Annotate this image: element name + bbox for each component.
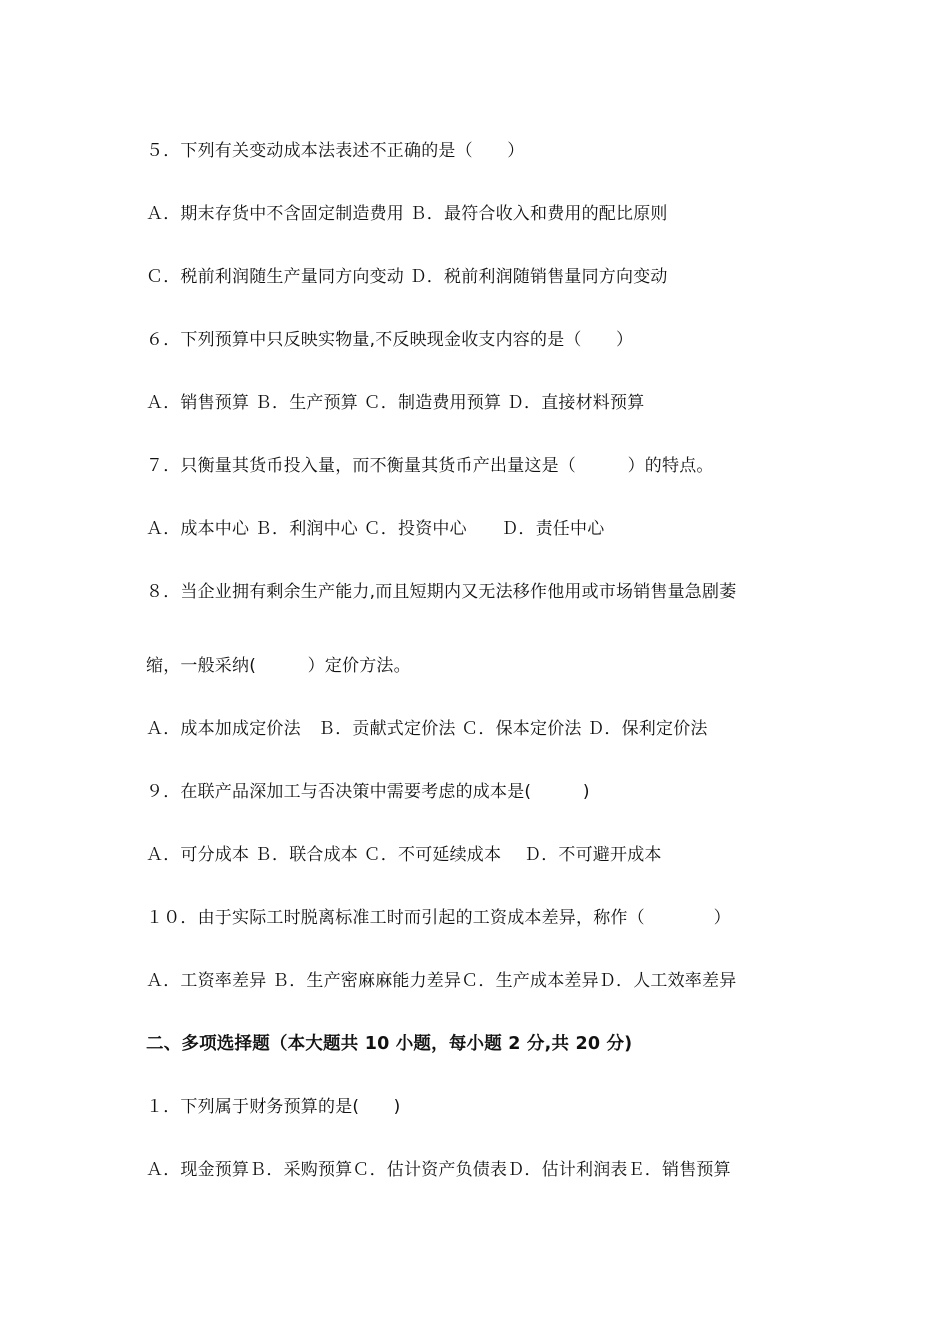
question-8-continued: 缩，一般采纳( ）定价方法。 (146, 656, 411, 676)
question-10-options: Ａ．工资率差异 Ｂ．生产密麻麻能力差异Ｃ．生产成本差异Ｄ．人工效率差异 (146, 971, 737, 991)
question-5-options-cd: Ｃ．税前利润随生产量同方向变动 Ｄ．税前利润随销售量同方向变动 (146, 267, 668, 287)
question-7: ７．只衡量其货币投入量，而不衡量其货币产出量这是（ ）的特点。 (146, 456, 714, 476)
question-9-options: Ａ．可分成本 Ｂ．联合成本 Ｃ．不可延续成本 Ｄ．不可避开成本 (146, 845, 662, 865)
multi-question-1-options: Ａ．现金预算Ｂ．采购预算Ｃ．估计资产负债表Ｄ．估计利润表Ｅ．销售预算 (146, 1160, 731, 1180)
question-5: ５．下列有关变动成本法表述不正确的是（ ） (146, 141, 525, 161)
question-8-options: Ａ．成本加成定价法 Ｂ．贡献式定价法 Ｃ．保本定价法 Ｄ．保利定价法 (146, 719, 708, 739)
multi-question-1: １．下列属于财务预算的是( ) (146, 1097, 401, 1117)
question-7-options: Ａ．成本中心 Ｂ．利润中心 Ｃ．投资中心 Ｄ．责任中心 (146, 519, 605, 539)
question-6-options: Ａ．销售预算 Ｂ．生产预算 Ｃ．制造费用预算 Ｄ．直接材料预算 (146, 393, 645, 413)
question-5-options-ab: Ａ．期末存货中不含固定制造费用 Ｂ．最符合收入和费用的配比原则 (146, 204, 668, 224)
section-heading-multiple-choice: 二、多项选择题（本大题共 10 小题，每小题 2 分,共 20 分) (146, 1034, 633, 1054)
question-6: ６．下列预算中只反映实物量,不反映现金收支内容的是（ ） (146, 330, 634, 350)
question-8: ８．当企业拥有剩余生产能力,而且短期内又无法移作他用或市场销售量急剧萎 (146, 582, 737, 602)
question-10: １０．由于实际工时脱离标准工时而引起的工资成本差异，称作（ ） (146, 908, 731, 928)
question-9: ９．在联产品深加工与否决策中需要考虑的成本是( ) (146, 782, 590, 802)
